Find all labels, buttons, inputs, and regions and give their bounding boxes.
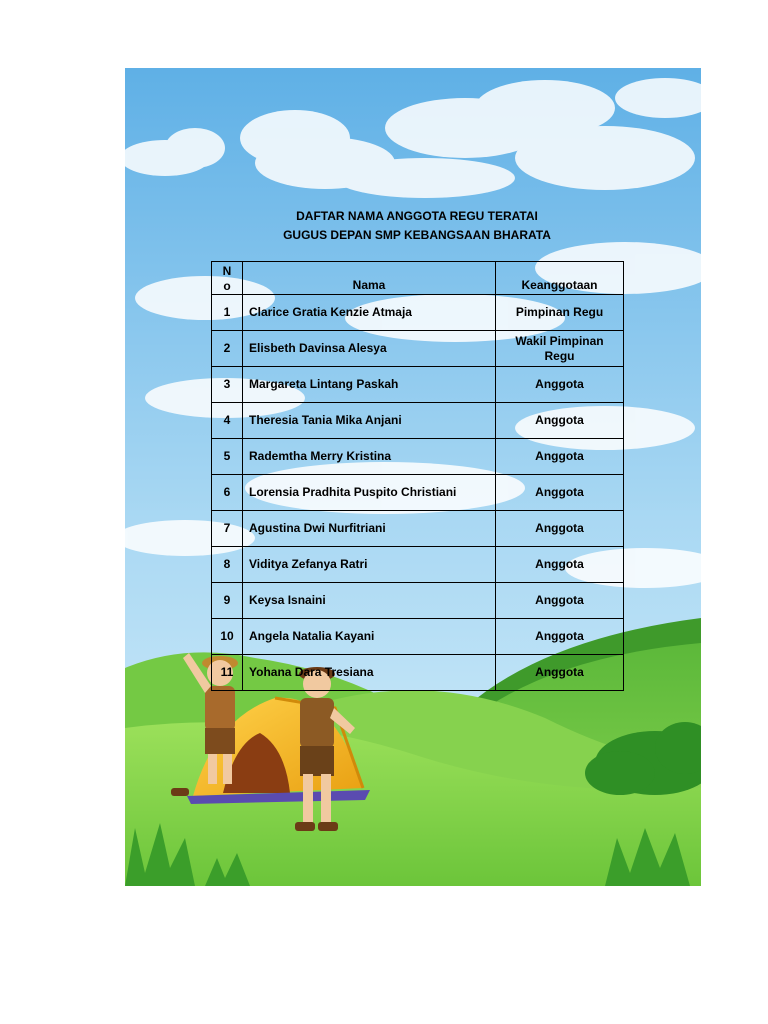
row-no: 8 <box>212 547 243 583</box>
table-row <box>212 655 624 691</box>
table-row <box>212 439 624 475</box>
row-name: Theresia Tania Mika Anjani <box>243 403 496 439</box>
header-no <box>212 262 243 295</box>
header-name: Nama <box>243 262 496 295</box>
row-role: Anggota <box>496 403 624 439</box>
table-row <box>212 367 624 403</box>
row-no: 1 <box>212 295 243 331</box>
row-name: Clarice Gratia Kenzie Atmaja <box>243 295 496 331</box>
row-role: Anggota <box>496 511 624 547</box>
table-row <box>212 511 624 547</box>
document-title-line2: GUGUS DEPAN SMP KEBANGSAAN BHARATA <box>283 228 551 242</box>
table-row <box>212 295 624 331</box>
row-role: Anggota <box>496 583 624 619</box>
document-title-line1: DAFTAR NAMA ANGGOTA REGU TERATAI <box>296 209 538 223</box>
table-row <box>212 547 624 583</box>
row-no: 4 <box>212 403 243 439</box>
row-name: Yohana Dara Tresiana <box>243 655 496 691</box>
table-row <box>212 403 624 439</box>
row-name: Margareta Lintang Paskah <box>243 367 496 403</box>
row-no: 7 <box>212 511 243 547</box>
row-no: 5 <box>212 439 243 475</box>
header-no-line2: o <box>223 279 231 293</box>
row-name: Rademtha Merry Kristina <box>243 439 496 475</box>
row-role: Anggota <box>496 619 624 655</box>
row-name: Agustina Dwi Nurfitriani <box>243 511 496 547</box>
table-row <box>212 475 624 511</box>
row-role: Anggota <box>496 439 624 475</box>
row-no: 6 <box>212 475 243 511</box>
row-name: Viditya Zefanya Ratri <box>243 547 496 583</box>
row-role: Wakil Pimpinan Regu <box>496 331 624 367</box>
row-no: 3 <box>212 367 243 403</box>
row-role: Anggota <box>496 547 624 583</box>
row-name: Keysa Isnaini <box>243 583 496 619</box>
row-name: Angela Natalia Kayani <box>243 619 496 655</box>
row-no: 9 <box>212 583 243 619</box>
row-name: Lorensia Pradhita Puspito Christiani <box>243 475 496 511</box>
row-name: Elisbeth Davinsa Alesya <box>243 331 496 367</box>
row-role: Anggota <box>496 367 624 403</box>
row-role: Anggota <box>496 655 624 691</box>
member-table <box>211 261 624 691</box>
row-no: 11 <box>212 655 243 691</box>
table-header-row <box>212 262 624 295</box>
header-no-line1: N <box>222 264 232 278</box>
row-role: Pimpinan Regu <box>496 295 624 331</box>
table-row <box>212 331 624 367</box>
row-no: 2 <box>212 331 243 367</box>
row-no: 10 <box>212 619 243 655</box>
header-role: Keanggotaan <box>496 262 624 295</box>
table-row <box>212 583 624 619</box>
table-row <box>212 619 624 655</box>
row-role: Anggota <box>496 475 624 511</box>
